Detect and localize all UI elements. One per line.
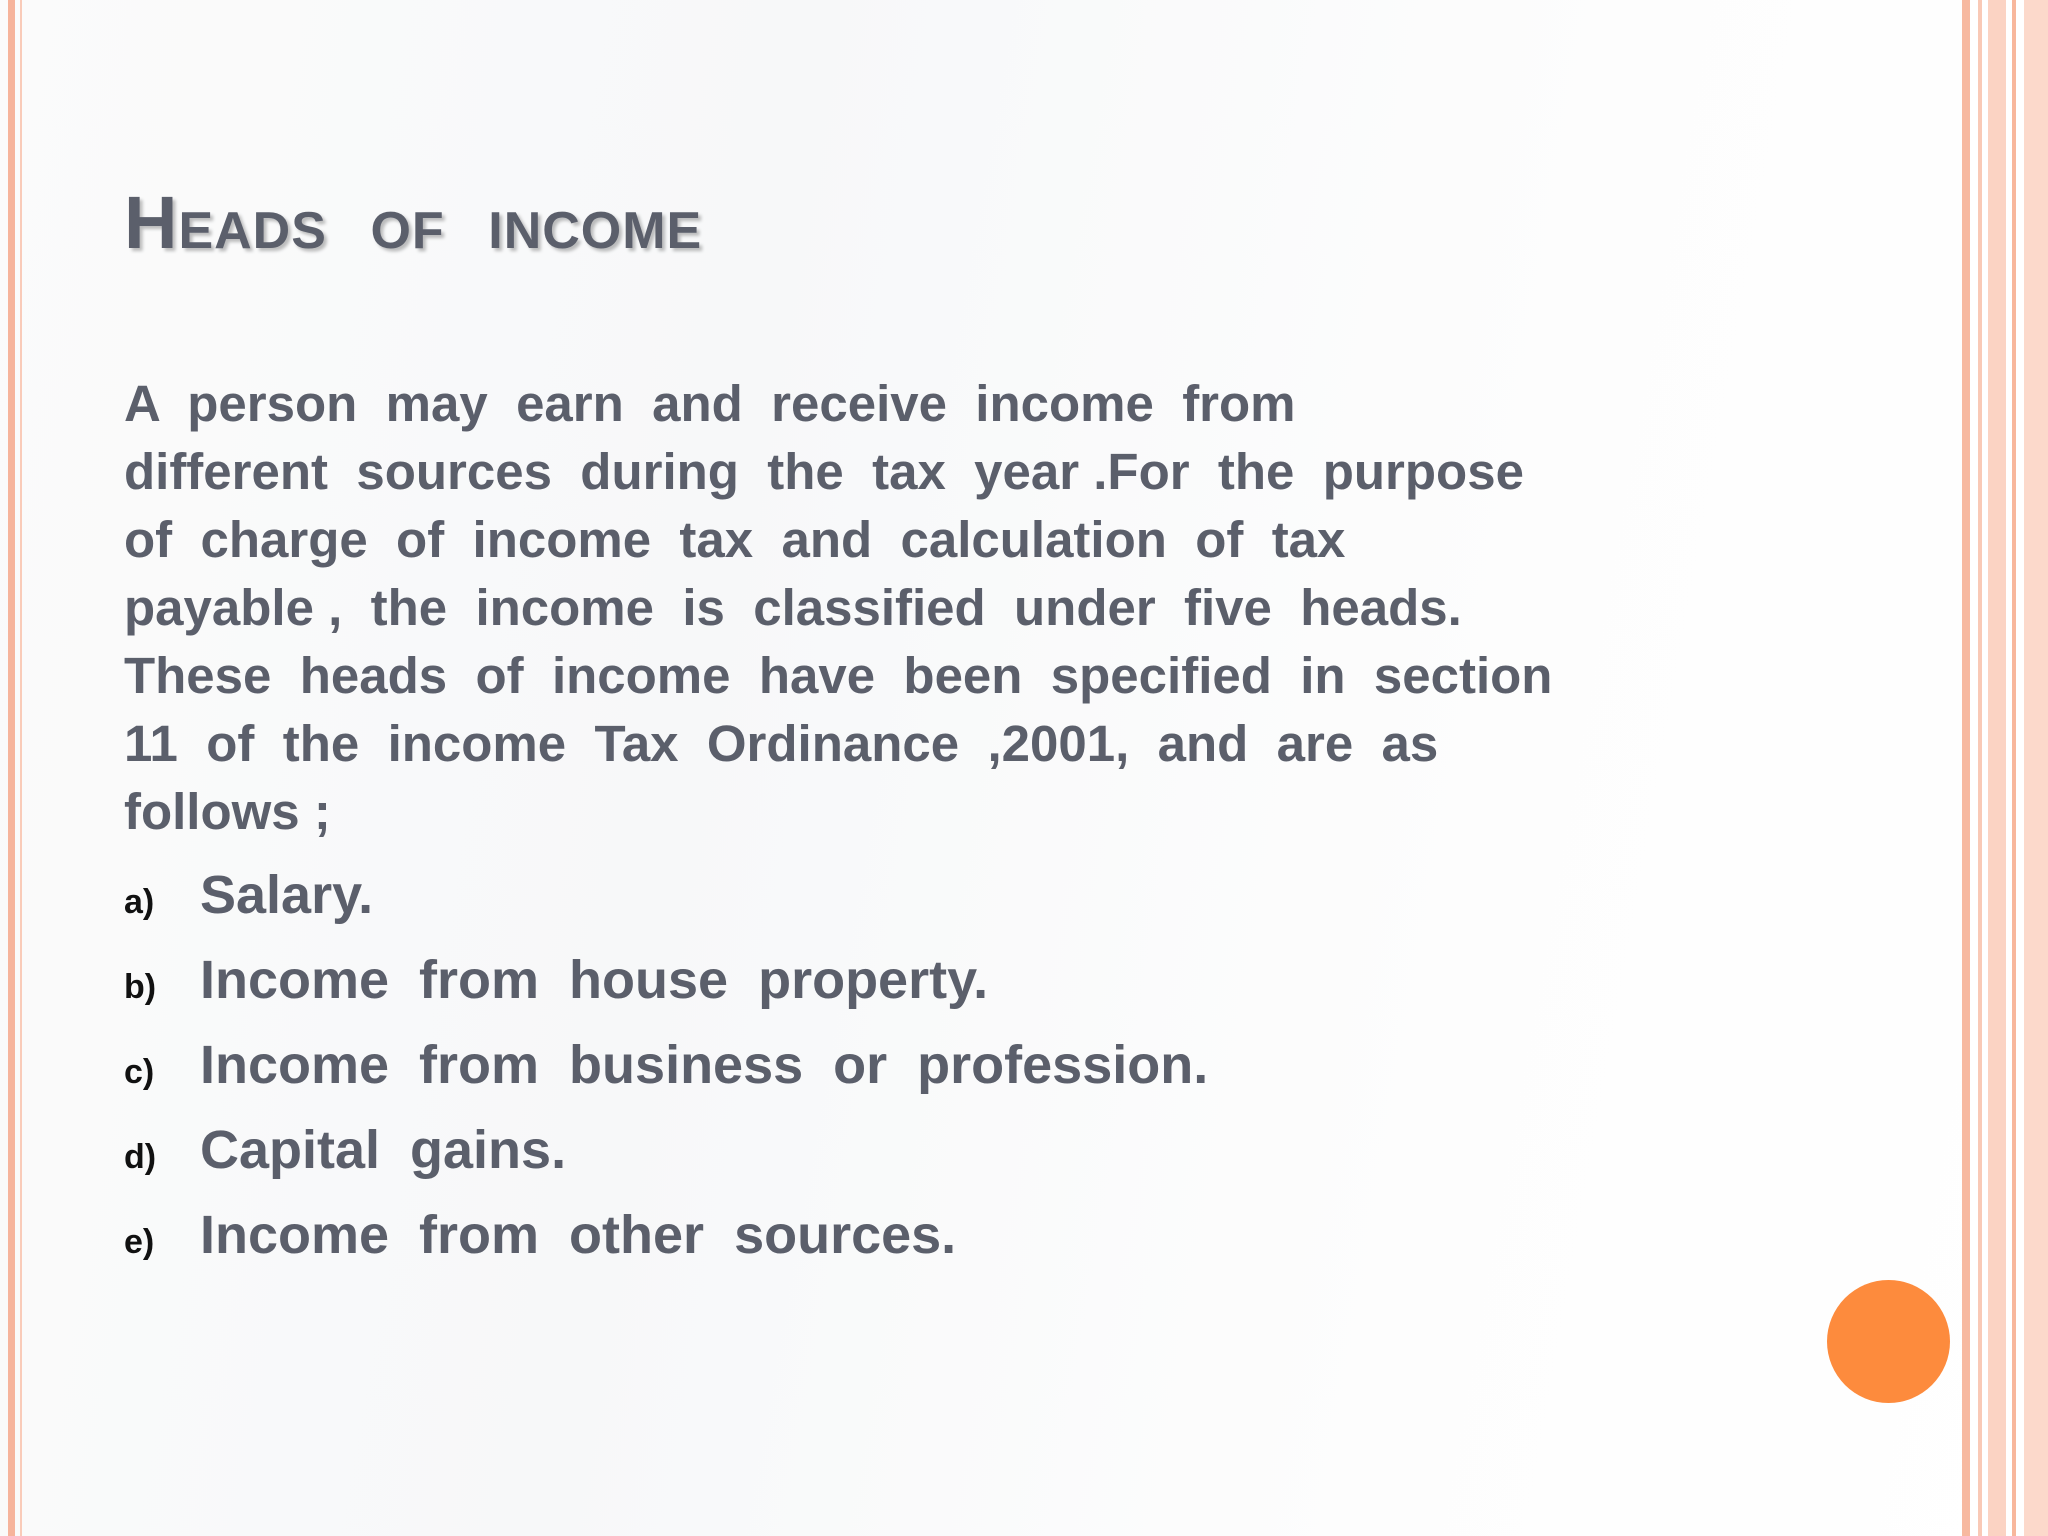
list-marker: a): [124, 883, 155, 921]
list-marker: b): [124, 968, 157, 1006]
orange-circle-decoration: [1827, 1280, 1950, 1403]
list-item-text: Capital gains.: [200, 1120, 567, 1180]
paragraph-line: payable , the income is classified under five heads.: [124, 579, 1462, 636]
list-item-text: Income from other sources.: [200, 1205, 957, 1265]
right-border-rule: [2024, 0, 2048, 1536]
list-item-text: Income from business or profession.: [200, 1035, 1209, 1095]
list-item-text: Salary.: [200, 865, 374, 925]
right-border-rule: [1988, 0, 2006, 1536]
intro-paragraph: [124, 370, 1764, 846]
right-border-rule: [1962, 0, 1970, 1536]
paragraph-line: follows ;: [124, 783, 331, 840]
right-border-rule: [1978, 0, 1982, 1536]
list-marker: e): [124, 1223, 155, 1261]
paragraph-line: 11 of the income Tax Ordinance ,2001, and are as: [124, 715, 1439, 772]
heads-list: [124, 864, 1208, 1289]
right-border-rule: [2012, 0, 2016, 1536]
list-item: [124, 864, 1208, 949]
left-border-rule: [8, 0, 15, 1536]
paragraph-line: A person may earn and receive income from: [124, 375, 1296, 432]
list-item: [124, 1119, 1208, 1204]
list-marker: c): [124, 1053, 155, 1091]
list-item: [124, 949, 1208, 1034]
left-border-thin-rule: [20, 0, 22, 1536]
list-item: [124, 1034, 1208, 1119]
paragraph-line: different sources during the tax year .For the purpose: [124, 443, 1524, 500]
slide-title: Heads of income: [124, 181, 703, 264]
paragraph-line: These heads of income have been specified in section: [124, 647, 1553, 704]
list-marker: d): [124, 1138, 157, 1176]
paragraph-line: of charge of income tax and calculation of tax: [124, 511, 1346, 568]
list-item: [124, 1204, 1208, 1289]
list-item-text: Income from house property.: [200, 950, 989, 1010]
